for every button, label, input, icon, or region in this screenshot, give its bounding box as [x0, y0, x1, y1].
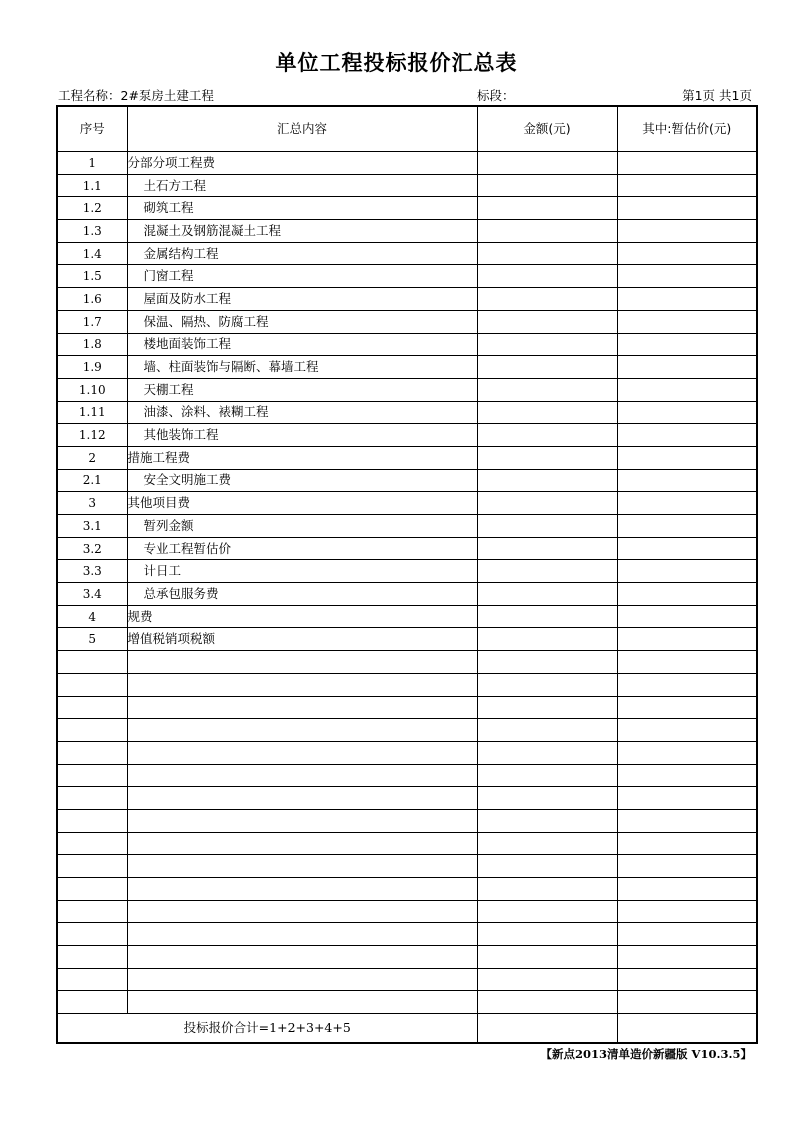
- provisional-cell: [617, 787, 757, 810]
- table-row: [57, 469, 757, 492]
- row-number: 3.1: [57, 515, 127, 538]
- row-number: [57, 923, 127, 946]
- page-info: 第1页 共1页: [682, 88, 752, 103]
- provisional-cell: [617, 583, 757, 606]
- provisional-cell: [617, 764, 757, 787]
- row-content: [127, 855, 477, 878]
- provisional-cell: [617, 719, 757, 742]
- project-name: 工程名称：2#泵房土建工程: [58, 88, 214, 103]
- amount-cell: [477, 152, 617, 175]
- amount-cell: [477, 605, 617, 628]
- row-number: [57, 719, 127, 742]
- row-content: 安全文明施工费: [127, 469, 477, 492]
- amount-cell: [477, 424, 617, 447]
- table-row: [57, 628, 757, 651]
- table-row: [57, 310, 757, 333]
- provisional-cell: [617, 424, 757, 447]
- provisional-cell: [617, 923, 757, 946]
- table-row: [57, 152, 757, 175]
- row-number: 2.1: [57, 469, 127, 492]
- row-content: [127, 719, 477, 742]
- amount-cell: [477, 242, 617, 265]
- amount-cell: [477, 764, 617, 787]
- header-amount: 金额(元): [477, 106, 617, 152]
- row-content: [127, 696, 477, 719]
- provisional-cell: [617, 832, 757, 855]
- header-no: 序号: [57, 106, 127, 152]
- amount-cell: [477, 537, 617, 560]
- row-number: [57, 855, 127, 878]
- provisional-cell: [617, 651, 757, 674]
- total-label: 投标报价合计=1+2+3+4+5: [57, 1014, 477, 1044]
- row-number: 2: [57, 446, 127, 469]
- table-row: [57, 560, 757, 583]
- provisional-cell: [617, 855, 757, 878]
- provisional-cell: [617, 946, 757, 969]
- amount-cell: [477, 719, 617, 742]
- table-row: [57, 583, 757, 606]
- provisional-cell: [617, 673, 757, 696]
- total-row: [57, 1014, 757, 1044]
- provisional-cell: [617, 152, 757, 175]
- row-content: [127, 787, 477, 810]
- row-number: [57, 878, 127, 901]
- table-row: [57, 197, 757, 220]
- provisional-cell: [617, 378, 757, 401]
- header-provisional: 其中:暂估价(元): [617, 106, 757, 152]
- row-content: 混凝土及钢筋混凝土工程: [127, 220, 477, 243]
- row-number: [57, 651, 127, 674]
- row-number: 3.4: [57, 583, 127, 606]
- amount-cell: [477, 923, 617, 946]
- row-content: 土石方工程: [127, 174, 477, 197]
- amount-cell: [477, 696, 617, 719]
- row-number: 3.2: [57, 537, 127, 560]
- row-content: 保温、隔热、防腐工程: [127, 310, 477, 333]
- empty-row: [57, 696, 757, 719]
- row-content: [127, 764, 477, 787]
- amount-cell: [477, 197, 617, 220]
- provisional-cell: [617, 492, 757, 515]
- row-content: [127, 651, 477, 674]
- row-content: 屋面及防水工程: [127, 288, 477, 311]
- row-number: [57, 832, 127, 855]
- row-number: [57, 764, 127, 787]
- row-content: 其他项目费: [127, 492, 477, 515]
- row-number: [57, 809, 127, 832]
- table-row: [57, 288, 757, 311]
- row-content: 油漆、涂料、裱糊工程: [127, 401, 477, 424]
- amount-cell: [477, 809, 617, 832]
- row-content: 砌筑工程: [127, 197, 477, 220]
- amount-cell: [477, 378, 617, 401]
- row-number: 1.3: [57, 220, 127, 243]
- total-provisional-cell: [617, 1014, 757, 1044]
- provisional-cell: [617, 605, 757, 628]
- summary-table: [56, 105, 758, 1044]
- table-row: [57, 333, 757, 356]
- amount-cell: [477, 401, 617, 424]
- row-number: [57, 696, 127, 719]
- page-title: 单位工程投标报价汇总表: [275, 51, 518, 75]
- table-row: [57, 356, 757, 379]
- row-content: [127, 809, 477, 832]
- row-content: 规费: [127, 605, 477, 628]
- row-content: [127, 968, 477, 991]
- table-row: [57, 401, 757, 424]
- provisional-cell: [617, 220, 757, 243]
- row-number: [57, 673, 127, 696]
- row-number: 1.4: [57, 242, 127, 265]
- empty-row: [57, 809, 757, 832]
- row-number: [57, 787, 127, 810]
- amount-cell: [477, 832, 617, 855]
- provisional-cell: [617, 197, 757, 220]
- amount-cell: [477, 855, 617, 878]
- amount-cell: [477, 310, 617, 333]
- empty-row: [57, 968, 757, 991]
- row-number: 1.7: [57, 310, 127, 333]
- amount-cell: [477, 333, 617, 356]
- row-content: [127, 741, 477, 764]
- row-number: [57, 968, 127, 991]
- header-row: [57, 106, 757, 152]
- amount-cell: [477, 265, 617, 288]
- provisional-cell: [617, 696, 757, 719]
- row-content: [127, 946, 477, 969]
- empty-row: [57, 719, 757, 742]
- row-number: 3: [57, 492, 127, 515]
- provisional-cell: [617, 446, 757, 469]
- row-number: 1.11: [57, 401, 127, 424]
- table-row: [57, 174, 757, 197]
- row-content: [127, 923, 477, 946]
- software-footer: 【新点2013清单造价新疆版 V10.3.5】: [540, 1047, 752, 1061]
- amount-cell: [477, 991, 617, 1014]
- row-number: 1.10: [57, 378, 127, 401]
- table-row: [57, 424, 757, 447]
- provisional-cell: [617, 401, 757, 424]
- table-row: [57, 537, 757, 560]
- empty-row: [57, 946, 757, 969]
- row-number: [57, 946, 127, 969]
- row-number: [57, 900, 127, 923]
- provisional-cell: [617, 288, 757, 311]
- amount-cell: [477, 560, 617, 583]
- empty-row: [57, 673, 757, 696]
- amount-cell: [477, 741, 617, 764]
- empty-row: [57, 878, 757, 901]
- table-row: [57, 446, 757, 469]
- row-content: 楼地面装饰工程: [127, 333, 477, 356]
- amount-cell: [477, 628, 617, 651]
- row-content: 其他装饰工程: [127, 424, 477, 447]
- row-number: 5: [57, 628, 127, 651]
- provisional-cell: [617, 333, 757, 356]
- provisional-cell: [617, 900, 757, 923]
- header-content: 汇总内容: [127, 106, 477, 152]
- row-number: 1.9: [57, 356, 127, 379]
- provisional-cell: [617, 537, 757, 560]
- table-row: [57, 492, 757, 515]
- row-content: 暂列金额: [127, 515, 477, 538]
- row-content: 天棚工程: [127, 378, 477, 401]
- provisional-cell: [617, 174, 757, 197]
- row-number: 3.3: [57, 560, 127, 583]
- provisional-cell: [617, 809, 757, 832]
- empty-row: [57, 764, 757, 787]
- amount-cell: [477, 651, 617, 674]
- provisional-cell: [617, 242, 757, 265]
- amount-cell: [477, 673, 617, 696]
- row-content: 墙、柱面装饰与隔断、幕墙工程: [127, 356, 477, 379]
- amount-cell: [477, 787, 617, 810]
- row-number: 1.6: [57, 288, 127, 311]
- empty-row: [57, 651, 757, 674]
- row-content: 专业工程暂估价: [127, 537, 477, 560]
- row-number: 1.1: [57, 174, 127, 197]
- row-content: 金属结构工程: [127, 242, 477, 265]
- empty-row: [57, 991, 757, 1014]
- row-number: 1: [57, 152, 127, 175]
- amount-cell: [477, 900, 617, 923]
- amount-cell: [477, 356, 617, 379]
- provisional-cell: [617, 968, 757, 991]
- row-content: 门窗工程: [127, 265, 477, 288]
- empty-row: [57, 900, 757, 923]
- row-number: [57, 991, 127, 1014]
- amount-cell: [477, 174, 617, 197]
- table-row: [57, 515, 757, 538]
- provisional-cell: [617, 356, 757, 379]
- table-row: [57, 242, 757, 265]
- amount-cell: [477, 583, 617, 606]
- provisional-cell: [617, 265, 757, 288]
- empty-row: [57, 787, 757, 810]
- amount-cell: [477, 220, 617, 243]
- table-row: [57, 220, 757, 243]
- amount-cell: [477, 968, 617, 991]
- table-row: [57, 265, 757, 288]
- empty-row: [57, 855, 757, 878]
- provisional-cell: [617, 310, 757, 333]
- amount-cell: [477, 946, 617, 969]
- table-row: [57, 378, 757, 401]
- provisional-cell: [617, 991, 757, 1014]
- amount-cell: [477, 469, 617, 492]
- row-number: 1.2: [57, 197, 127, 220]
- empty-row: [57, 832, 757, 855]
- total-amount-cell: [477, 1014, 617, 1044]
- empty-row: [57, 741, 757, 764]
- row-number: 1.8: [57, 333, 127, 356]
- row-content: [127, 878, 477, 901]
- row-number: [57, 741, 127, 764]
- provisional-cell: [617, 469, 757, 492]
- provisional-cell: [617, 741, 757, 764]
- amount-cell: [477, 515, 617, 538]
- provisional-cell: [617, 628, 757, 651]
- row-content: [127, 991, 477, 1014]
- empty-row: [57, 923, 757, 946]
- section-label: 标段：: [477, 88, 515, 103]
- row-number: 1.5: [57, 265, 127, 288]
- row-content: 措施工程费: [127, 446, 477, 469]
- provisional-cell: [617, 560, 757, 583]
- provisional-cell: [617, 515, 757, 538]
- row-number: 1.12: [57, 424, 127, 447]
- row-number: 4: [57, 605, 127, 628]
- row-content: 分部分项工程费: [127, 152, 477, 175]
- row-content: 计日工: [127, 560, 477, 583]
- amount-cell: [477, 492, 617, 515]
- table-row: [57, 605, 757, 628]
- row-content: [127, 900, 477, 923]
- row-content: 增值税销项税额: [127, 628, 477, 651]
- row-content: [127, 673, 477, 696]
- amount-cell: [477, 288, 617, 311]
- amount-cell: [477, 446, 617, 469]
- provisional-cell: [617, 878, 757, 901]
- row-content: [127, 832, 477, 855]
- row-content: 总承包服务费: [127, 583, 477, 606]
- amount-cell: [477, 878, 617, 901]
- table-body: [57, 152, 757, 1044]
